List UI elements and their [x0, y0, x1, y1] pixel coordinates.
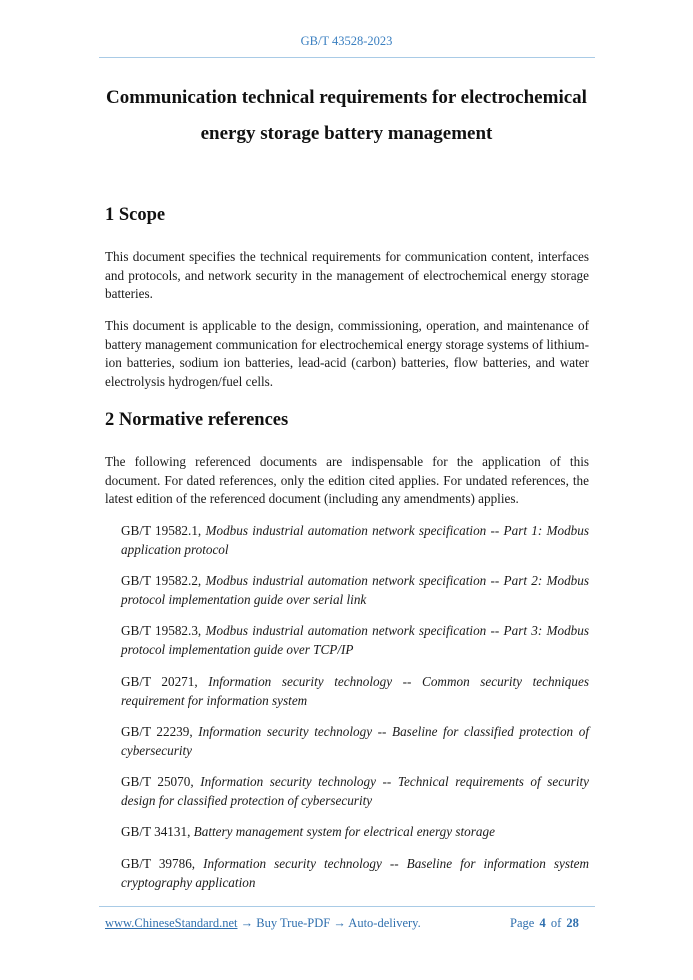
section-heading-scope: 1 Scope	[105, 205, 166, 225]
page-of-label: of	[550, 916, 562, 930]
reference-item	[121, 855, 589, 892]
reference-title: Information security technology -- Baseline for classified protection of cybersecurity	[121, 724, 589, 758]
reference-item	[121, 622, 589, 659]
normative-references-intro: The following referenced documents are indispensable for the application of this document. For dated references, only the edition cited applies. For undated references, the latest edition of the referenced document (including any amendments) applies.	[105, 454, 589, 506]
page-indicator	[510, 916, 579, 931]
footer-promo-text: → Buy True-PDF → Auto-delivery.	[237, 916, 421, 930]
reference-item	[121, 673, 589, 710]
page-total: 28	[566, 916, 579, 930]
reference-code: GB/T 19582.1,	[121, 523, 202, 538]
reference-title: Modbus industrial automation network specification -- Part 1: Modbus application protocol	[121, 523, 589, 557]
reference-code: GB/T 25070,	[121, 774, 194, 789]
reference-title: Modbus industrial automation network specification -- Part 3: Modbus protocol implementation guide over TCP/IP	[121, 623, 589, 657]
footer-promo	[105, 916, 421, 931]
reference-title: Information security technology -- Baseline for information system cryptography application	[121, 856, 589, 890]
scope-paragraph-2: This document is applicable to the design, commissioning, operation, and maintenance of battery management communication for electrochemical energy storage systems of lithium-ion batteries, sodium ion batteries, lead-acid (carbon) batteries, flow batteries, and water electrolysis hydrogen/fuel cells.	[105, 318, 589, 389]
page-label: Page	[510, 916, 535, 930]
website-link[interactable]: www.ChineseStandard.net	[105, 916, 238, 930]
document-code-header: GB/T 43528-2023	[300, 34, 393, 48]
reference-item	[121, 572, 589, 609]
reference-code: GB/T 22239,	[121, 724, 193, 739]
reference-code: GB/T 19582.3,	[121, 623, 202, 638]
reference-title: Battery management system for electrical energy storage	[193, 824, 495, 839]
reference-item	[121, 823, 589, 842]
reference-item	[121, 522, 589, 559]
reference-code: GB/T 39786,	[121, 856, 196, 871]
document-title-line-2: energy storage battery management	[200, 123, 493, 144]
header-divider	[99, 57, 595, 58]
page-current: 4	[539, 916, 546, 930]
reference-title: Modbus industrial automation network specification -- Part 2: Modbus protocol implementation guide over serial link	[121, 573, 589, 607]
reference-item	[121, 773, 589, 810]
document-title-line-1: Communication technical requirements for electrochemical	[106, 87, 587, 108]
document-title	[60, 80, 633, 152]
reference-code: GB/T 34131,	[121, 824, 191, 839]
section-heading-normative-references: 2 Normative references	[105, 410, 289, 430]
reference-title: Information security technology -- Common security techniques requirement for information system	[121, 674, 589, 708]
reference-item	[121, 723, 589, 760]
footer-divider	[99, 906, 595, 907]
reference-code: GB/T 20271,	[121, 674, 198, 689]
reference-title: Information security technology -- Technical requirements of security design for classified protection of cybersecurity	[121, 774, 590, 808]
reference-code: GB/T 19582.2,	[121, 573, 202, 588]
scope-paragraph-1: This document specifies the technical requirements for communication content, interfaces and protocols, and network security in the management of electrochemical energy storage batteries.	[105, 249, 589, 301]
